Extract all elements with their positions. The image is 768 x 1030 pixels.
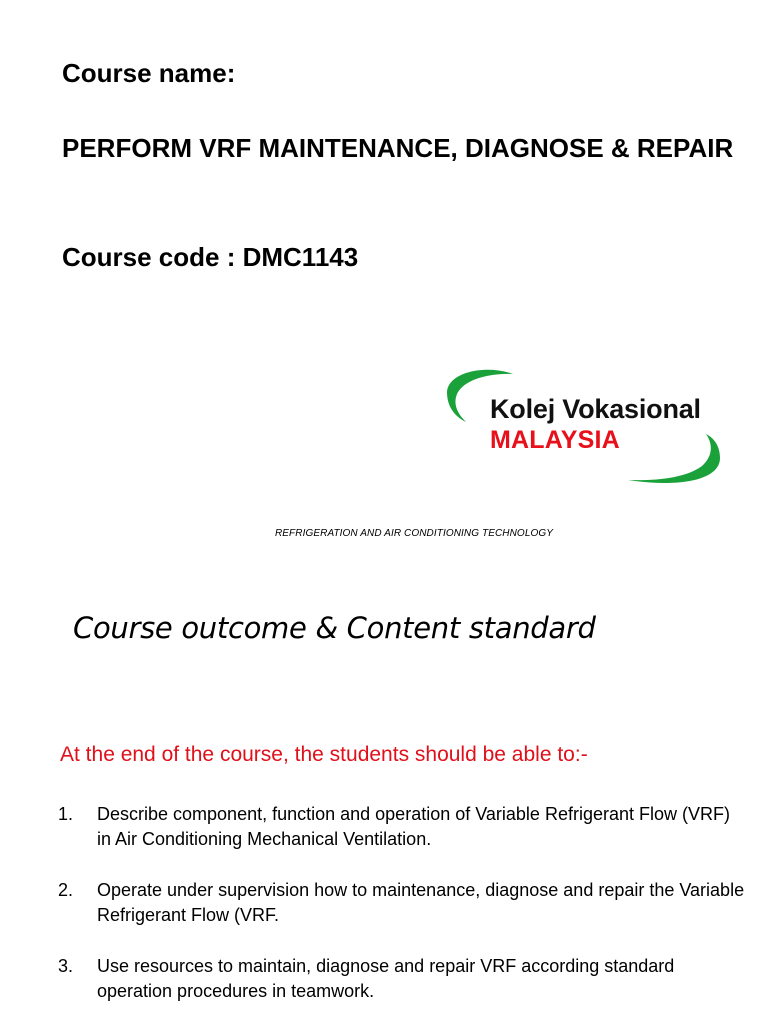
logo-text-kolej-vokasional: Kolej Vokasional (490, 394, 701, 424)
program-caption: REFRIGERATION AND AIR CONDITIONING TECHNOLOGY (274, 528, 554, 539)
outcome-text: Operate under supervision how to maintenance, diagnose and repair the Variable Refrigerant Flow (VRF. (97, 880, 745, 925)
course-title: PERFORM VRF MAINTENANCE, DIAGNOSE & REPAIR (62, 133, 734, 163)
outcomes-list (58, 802, 748, 1030)
logo-text-malaysia: MALAYSIA (490, 426, 620, 454)
outcome-number: 2. (58, 880, 74, 900)
outcome-item-2 (58, 878, 748, 928)
outcome-item-1 (58, 802, 748, 852)
outcome-item-3 (58, 954, 748, 1004)
course-name-label: Course name: (62, 58, 236, 88)
kolej-vokasional-logo (440, 362, 730, 492)
outcome-text: Use resources to maintain, diagnose and repair VRF according standard operation procedures in teamwork. (97, 956, 675, 1001)
course-code: Course code : DMC1143 (62, 242, 359, 272)
section-heading: Course outcome & Content standard (73, 611, 596, 645)
outcome-number: 1. (58, 804, 74, 824)
outcome-text: Describe component, function and operation of Variable Refrigerant Flow (VRF) in Air Conditioning Mechanical Ventilation. (97, 804, 730, 849)
intro-line: At the end of the course, the students should be able to:- (60, 743, 588, 766)
outcome-number: 3. (58, 956, 74, 976)
